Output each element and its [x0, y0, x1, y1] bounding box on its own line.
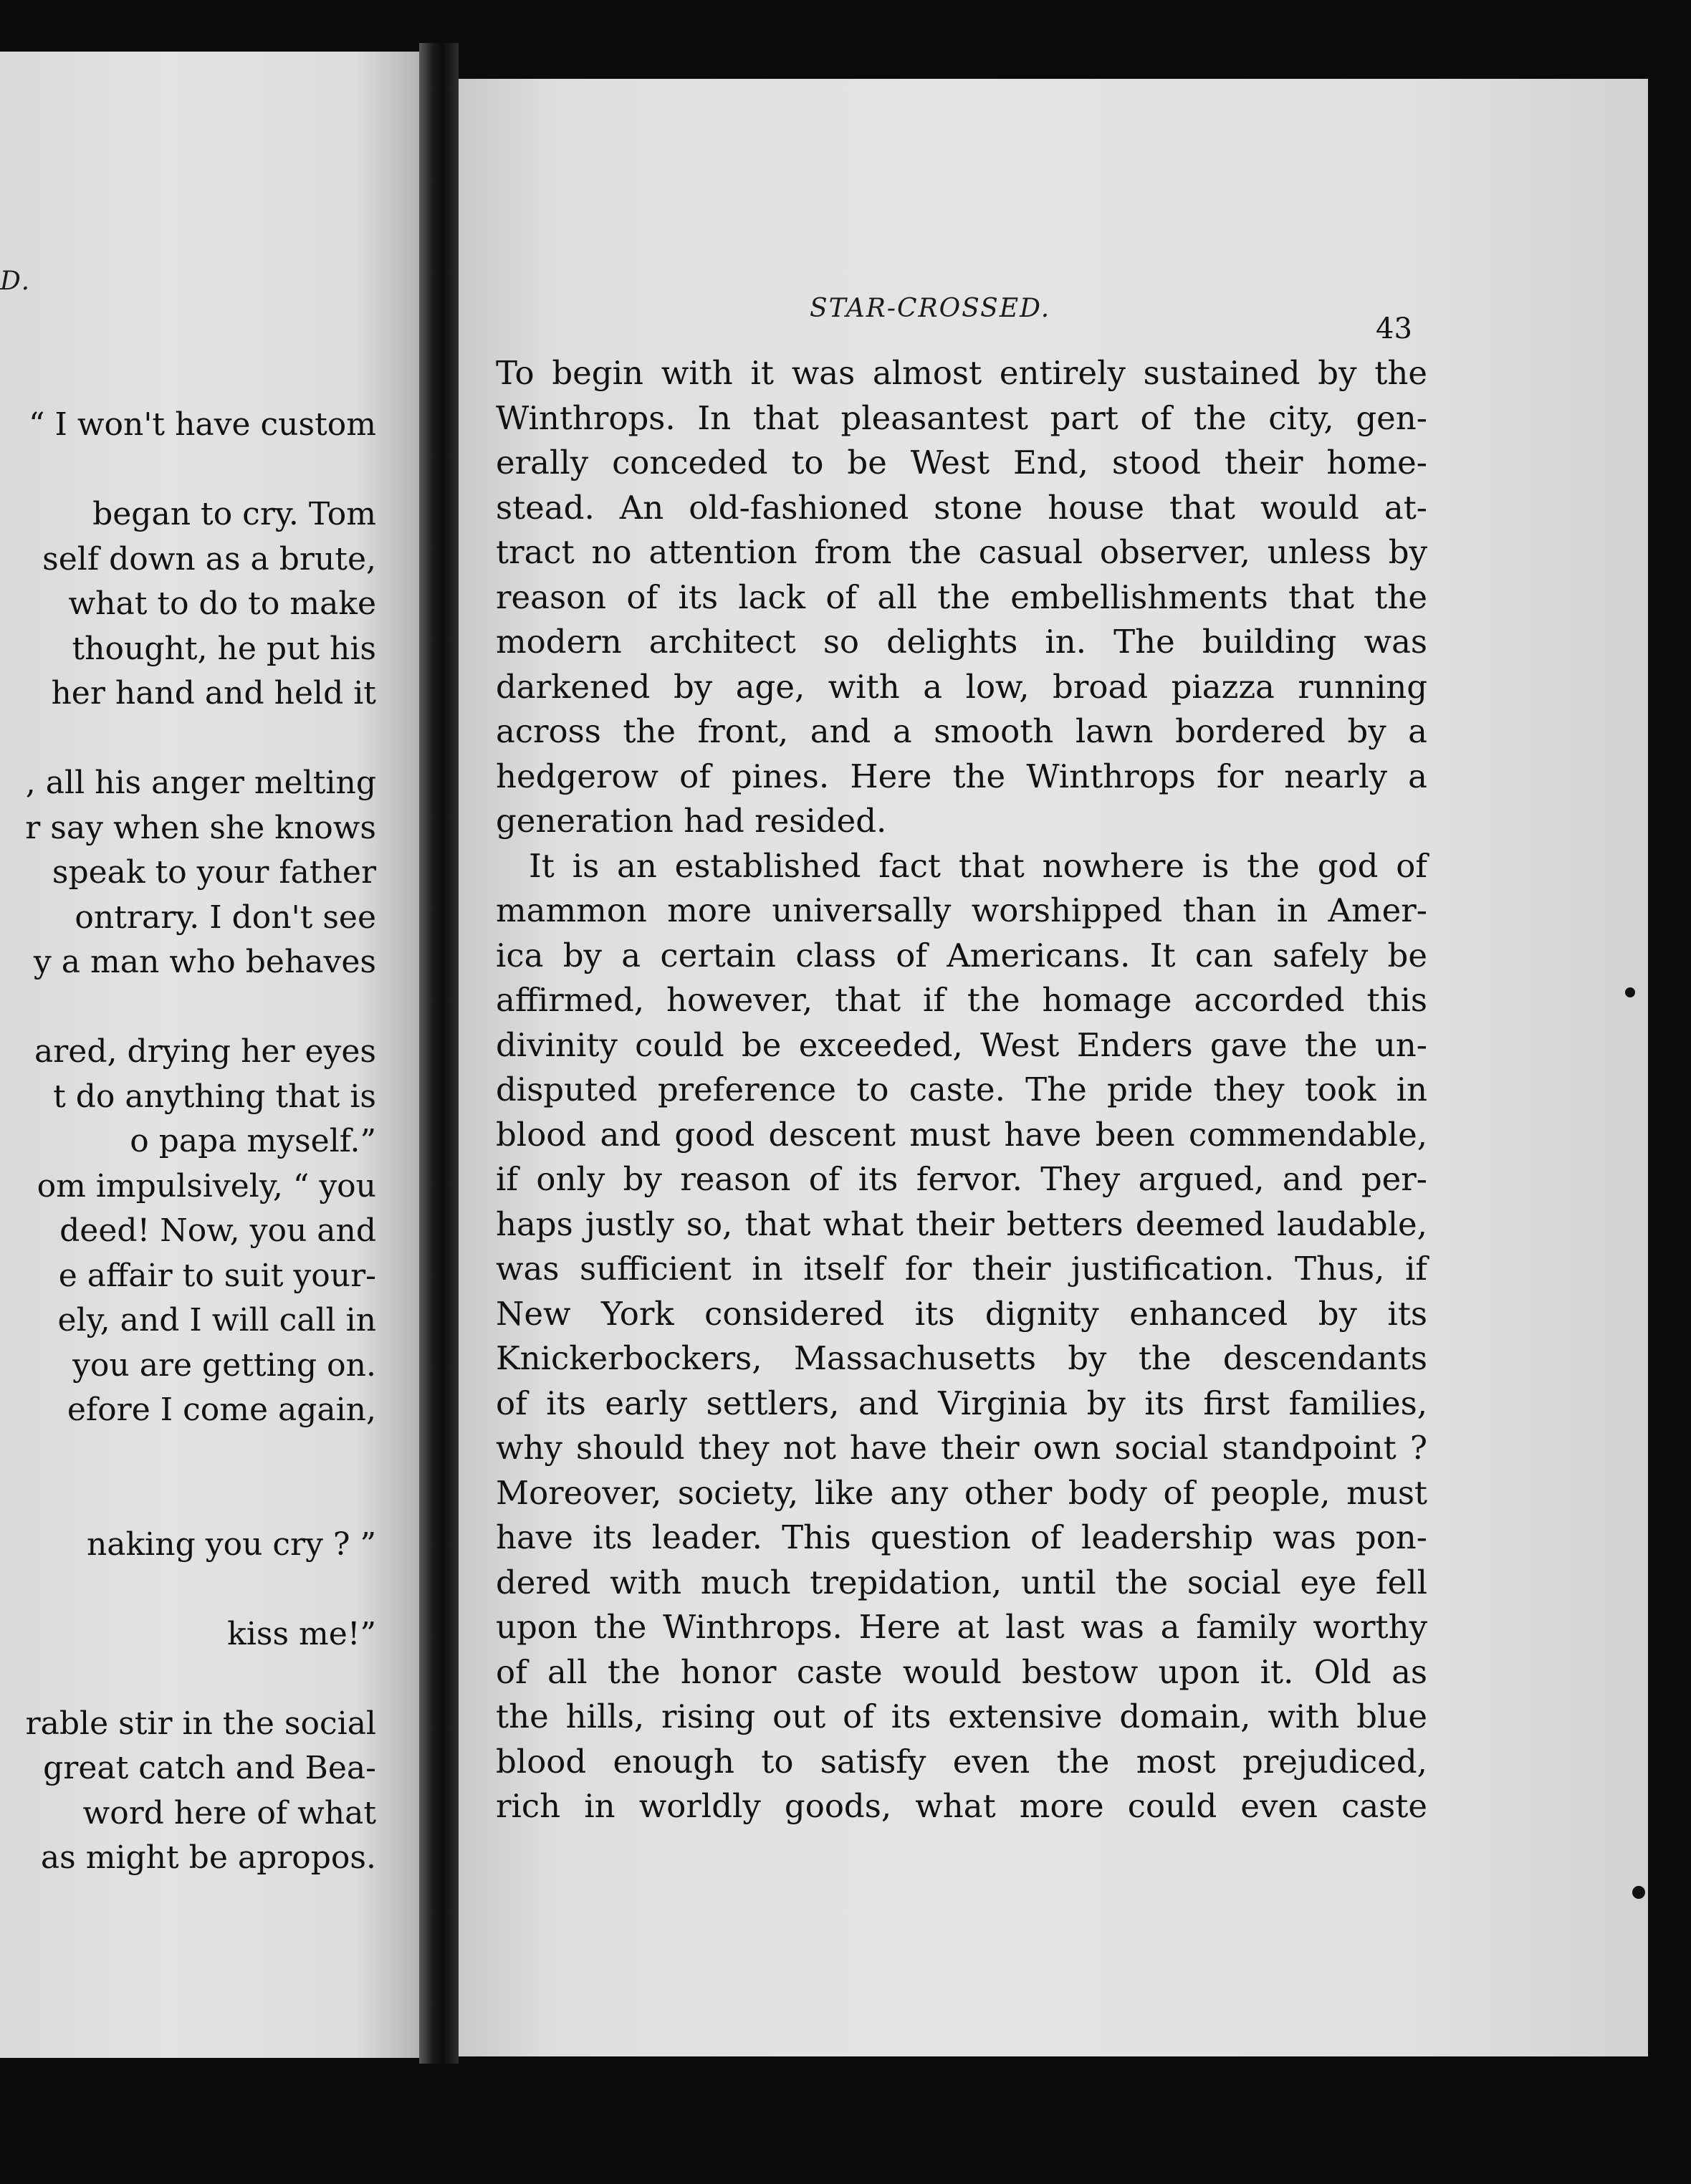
- right-page: [459, 79, 1648, 2056]
- text-line: efore I come again,: [67, 1392, 376, 1428]
- text-line: great catch and Bea-: [43, 1750, 376, 1786]
- blank-line: [0, 1433, 376, 1478]
- text-line: what to do to make: [68, 585, 376, 622]
- text-line: “ I won't have custom: [28, 406, 376, 443]
- blank-line: [0, 985, 376, 1030]
- dust-speck: [1632, 1886, 1645, 1899]
- text-line: blood and good descent must have been commendable,: [496, 1115, 1427, 1154]
- text-line: tract no attention from the casual observer, unless by: [496, 533, 1427, 571]
- text-line: of all the honor caste would bestow upon it. Old as: [496, 1652, 1427, 1691]
- text-line: t do anything that is: [53, 1078, 376, 1115]
- text-line: generation had resided.: [496, 802, 887, 840]
- text-line: Winthrops. In that pleasantest part of the city, gen-: [496, 398, 1427, 437]
- text-line: as might be apropos.: [40, 1839, 376, 1876]
- text-line: naking you cry ? ”: [86, 1526, 376, 1563]
- text-line: r say when she knows: [25, 809, 376, 846]
- text-line: ared, drying her eyes: [34, 1033, 376, 1070]
- text-line: hedgerow of pines. Here the Winthrops for nearly a: [496, 757, 1427, 795]
- text-line: divinity could be exceeded, West Enders gave the un-: [496, 1025, 1427, 1064]
- left-running-head: D.: [0, 267, 32, 296]
- text-line: upon the Winthrops. Here at last was a family worthy: [496, 1608, 1427, 1646]
- text-line: om impulsively, “ you: [37, 1167, 376, 1204]
- text-line: ely, and I will call in: [57, 1302, 376, 1338]
- blank-line: [0, 448, 376, 493]
- text-line: rich in worldly goods, what more could even caste: [496, 1787, 1427, 1825]
- page-number: 43: [1376, 312, 1412, 345]
- text-line: It is an established fact that nowhere is the god of: [529, 846, 1427, 885]
- text-line: speak to your father: [52, 854, 376, 891]
- book-gutter: [419, 43, 459, 2064]
- blank-line: [0, 1477, 376, 1523]
- text-line: affirmed, however, that if the homage accorded this: [496, 981, 1427, 1019]
- text-line: you are getting on.: [72, 1346, 376, 1384]
- text-line: have its leader. This question of leadership was pon-: [496, 1518, 1427, 1556]
- text-line: word here of what: [82, 1794, 376, 1831]
- text-line: disputed preference to caste. The pride they took in: [496, 1071, 1427, 1108]
- text-line: of its early settlers, and Virginia by its first families,: [496, 1384, 1427, 1422]
- left-page: [0, 52, 419, 2058]
- text-line: To begin with it was almost entirely sustained by the: [496, 354, 1427, 392]
- right-page-text: [496, 351, 1427, 1829]
- text-line: , all his anger melting: [25, 765, 376, 801]
- text-line: thought, he put his: [72, 630, 376, 667]
- blank-line: [0, 1567, 376, 1612]
- right-running-head: STAR-CROSSED.: [810, 294, 1051, 323]
- text-line: ontrary. I don't see: [75, 899, 376, 936]
- text-line: darkened by age, with a low, broad piazza running: [496, 667, 1427, 706]
- text-line: erally conceded to be West End, stood their home-: [496, 444, 1427, 482]
- text-line: kiss me!”: [227, 1615, 376, 1652]
- text-line: rable stir in the social: [25, 1705, 376, 1742]
- text-line: her hand and held it: [51, 675, 376, 712]
- text-line: Knickerbockers, Massachusetts by the descendants: [496, 1339, 1427, 1377]
- text-line: reason of its lack of all the embellishments that the: [496, 578, 1427, 616]
- text-line: haps justly so, that what their betters deemed laudable,: [496, 1204, 1427, 1243]
- text-line: ica by a certain class of Americans. It can safely be: [496, 936, 1427, 974]
- text-line: e affair to suit your-: [58, 1257, 376, 1294]
- text-line: self down as a brute,: [42, 540, 376, 578]
- text-line: Moreover, society, like any other body of people, must: [496, 1473, 1427, 1512]
- text-line: y a man who behaves: [33, 944, 376, 980]
- text-line: stead. An old-fashioned stone house that would at-: [496, 488, 1427, 527]
- blank-line: [0, 1657, 376, 1702]
- text-line: was sufficient in itself for their justification. Thus, if: [496, 1250, 1427, 1288]
- text-line: mammon more universally worshipped than in Amer-: [496, 891, 1427, 929]
- text-line: o papa myself.”: [130, 1123, 376, 1159]
- text-line: deed! Now, you and: [59, 1212, 376, 1249]
- left-page-text: [0, 403, 376, 1881]
- text-line: modern architect so delights in. The building was: [496, 623, 1427, 661]
- text-line: the hills, rising out of its extensive domain, with blue: [496, 1697, 1427, 1735]
- text-line: dered with much trepidation, until the social eye fell: [496, 1563, 1427, 1601]
- dust-speck: [1625, 987, 1635, 997]
- text-line: blood enough to satisfy even the most prejudiced,: [496, 1742, 1427, 1781]
- text-line: New York considered its dignity enhanced by its: [496, 1294, 1427, 1333]
- blank-line: [0, 717, 376, 762]
- text-line: if only by reason of its fervor. They argued, and per-: [496, 1160, 1427, 1198]
- text-line: why should they not have their own social standpoint ?: [496, 1429, 1427, 1467]
- text-line: across the front, and a smooth lawn bordered by a: [496, 712, 1427, 750]
- text-line: began to cry. Tom: [92, 496, 376, 532]
